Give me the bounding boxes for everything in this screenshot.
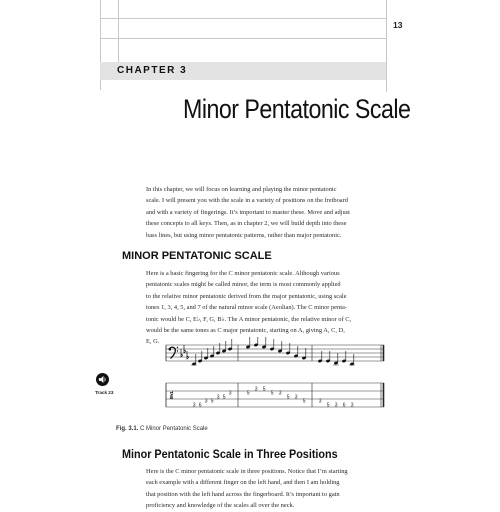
tab-number: 3 (334, 402, 338, 409)
grid-line-horizontal-2 (100, 38, 387, 39)
figure-number: Fig. 3.1. (116, 426, 139, 432)
section2-paragraph (146, 466, 400, 512)
tab-number: 3 (204, 398, 208, 405)
staff (166, 345, 384, 361)
tab-number: 5 (262, 386, 266, 393)
grid-line-vertical-2 (118, 0, 119, 62)
paragraph-line: pentatonic scales might be called minor, the term is most commonly applied (146, 281, 341, 289)
audio-track-icon[interactable] (96, 373, 109, 386)
page-number: 13 (393, 20, 403, 30)
paragraph-line: each example with a different finger on the left hand, and then I am holding (146, 479, 340, 487)
tab-number: 5 (286, 394, 290, 401)
tab-number: 3 (318, 398, 322, 405)
section-heading-minor-pentatonic: MINOR PENTATONIC SCALE (122, 250, 272, 262)
figure-caption (116, 426, 208, 432)
tab-number: 5 (210, 398, 214, 405)
paragraph-line: proficiency and knowledge of the scales all over the neck. (146, 502, 295, 510)
paragraph-line: scale. I will present you with the scale in a variety of positions on the fretboard (146, 197, 348, 205)
paragraph-line: Here is the C minor pentatonic scale in three positions. Notice that I’m starting (146, 468, 348, 475)
grid-line-horizontal-1 (100, 18, 387, 19)
tab-number: 5 (326, 402, 330, 409)
chapter-label: CHAPTER 3 (117, 65, 188, 76)
tab-number: 3 (278, 390, 282, 397)
chapter-title: Minor Pentatonic Scale (183, 94, 411, 124)
tab-number: 3 (254, 386, 258, 393)
tab-number: 3 (216, 394, 220, 401)
tab-clef-line: TAB (169, 391, 174, 400)
paragraph-line: bass lines, but using minor pentatonic patterns, rather than major pentatonic. (146, 231, 342, 239)
music-notation-figure (150, 337, 400, 419)
paragraph-line: to the relative minor pentatonic derived from the major pentatonic, using scale (146, 292, 347, 300)
paragraph-line: tones 1, 3, 4, 5, and 7 of the natural minor scale (Aeolian). The C minor penta- (146, 304, 347, 312)
tab-number: 3 (192, 402, 196, 409)
section1-paragraph (146, 268, 400, 348)
tab-number: 5 (222, 394, 226, 401)
tab-numbers (193, 387, 354, 409)
bass-clef (169, 347, 179, 359)
paragraph-line: that position with the left hand across the fingerboard. It’s important to gain (146, 490, 340, 498)
paragraph-line: In this chapter, we will focus on learning and playing the minor pentatonic (146, 186, 337, 193)
paragraph-line: tonic would be C, E♭, F, G, B♭. The A minor pentatonic, the relative minor of C, (146, 315, 352, 323)
track-label: Track 23 (95, 390, 114, 395)
intro-paragraph (146, 184, 400, 241)
staff-notes (191, 337, 355, 366)
paragraph-line: Here is a basic fingering for the C minor pentatonic scale. Although various (146, 270, 340, 277)
paragraph-line: and with a variety of fingerings. It’s important to master these. Move and adjust (146, 208, 350, 216)
tab-number: 6 (342, 402, 346, 409)
tab-number: 3 (228, 390, 232, 397)
tab-number: 6 (198, 402, 202, 409)
speaker-icon (98, 375, 107, 384)
tab-number: 5 (270, 390, 274, 397)
paragraph-line: would be the same tones as C major pentatonic, starting on A, giving A, C, D, (146, 327, 345, 335)
tab-number: 3 (350, 402, 354, 409)
tab-number: 3 (294, 394, 298, 401)
tab-number: 5 (246, 390, 250, 397)
grid-line-vertical-3 (386, 0, 387, 92)
tab-number: 5 (302, 398, 306, 405)
paragraph-line: E, G. (146, 338, 160, 346)
paragraph-line: these concepts to all keys. Then, as in chapter 2, we will build depth into these (146, 220, 347, 228)
section-heading-three-positions: Minor Pentatonic Scale in Three Positions (122, 449, 338, 461)
figure-title: C Minor Pentatonic Scale (140, 426, 208, 432)
